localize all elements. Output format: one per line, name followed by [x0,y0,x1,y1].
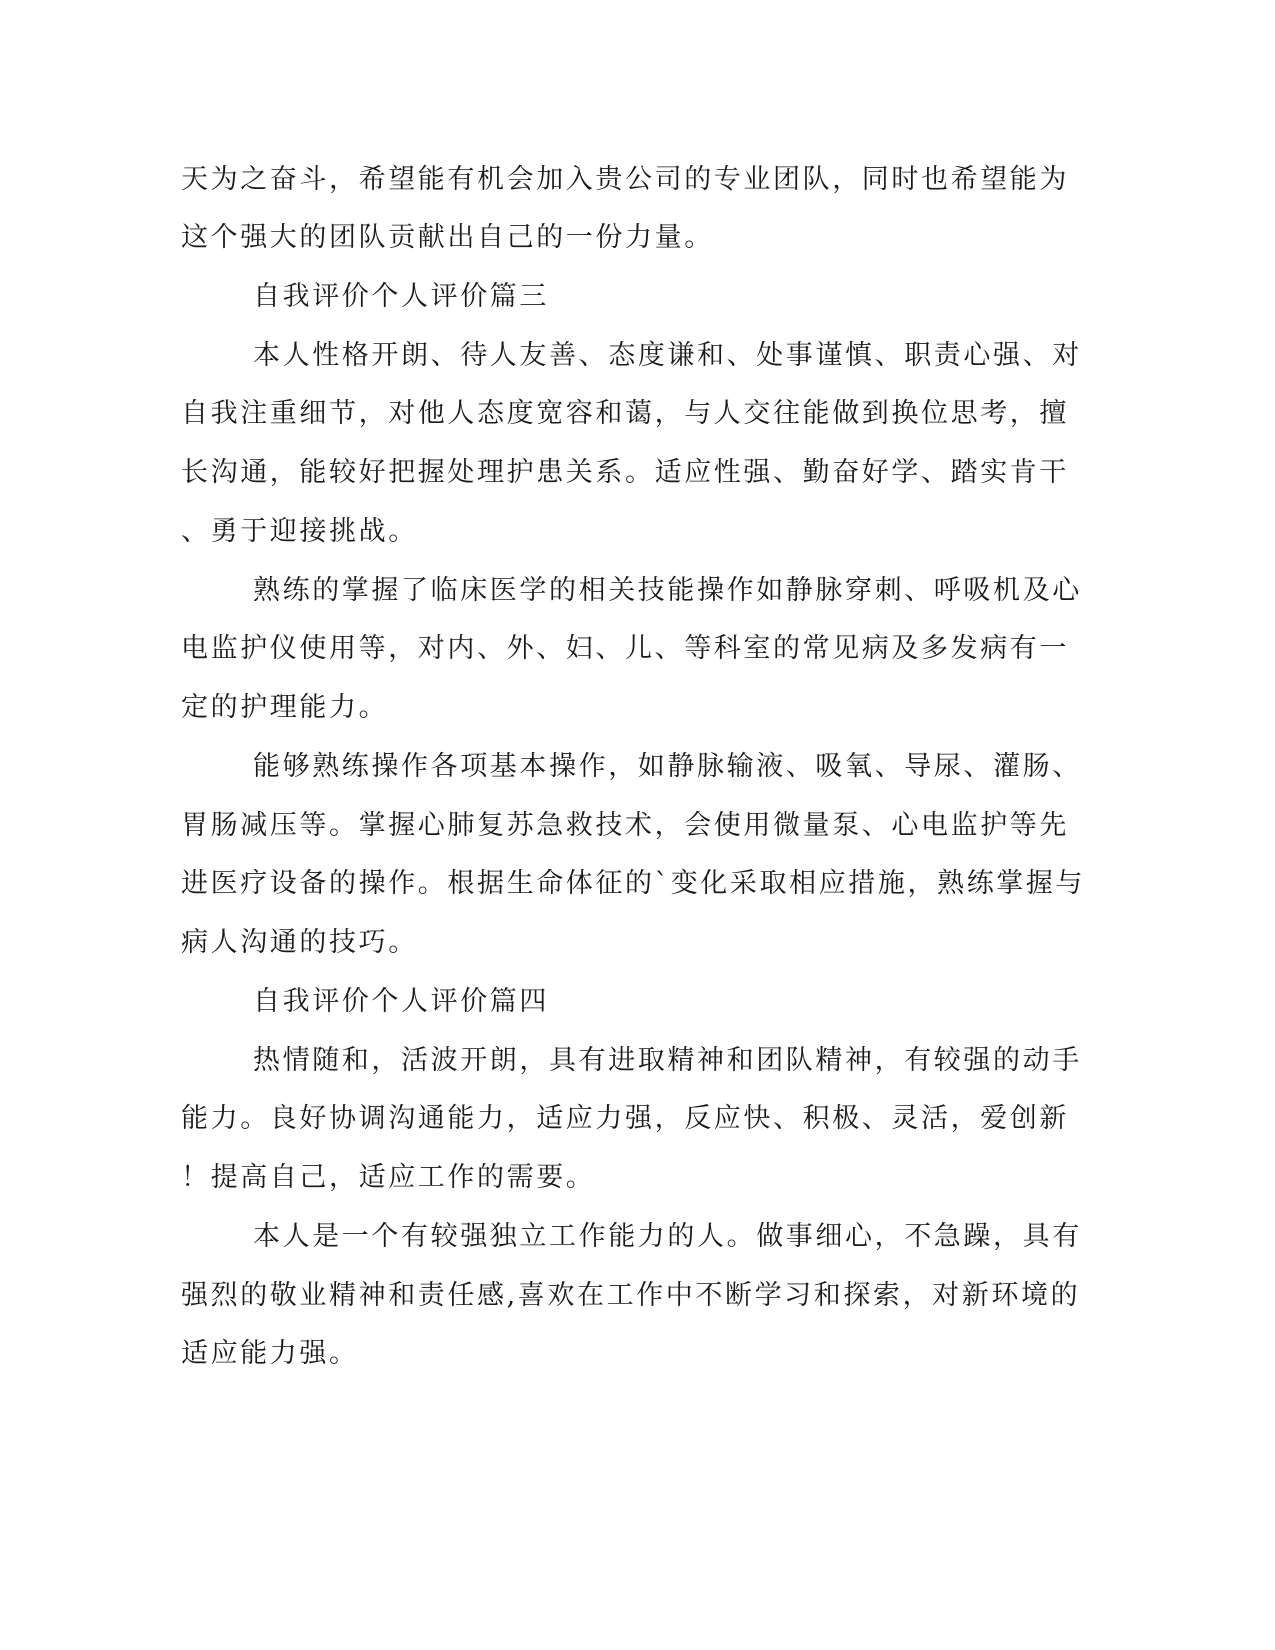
body-line: 自我注重细节，对他人态度宽容和蔼，与人交往能做到换位思考，擅 [181,398,1069,429]
body-line: 天为之奋斗，希望能有机会加入贵公司的专业团队，同时也希望能为 [181,164,1069,195]
body-line: 强烈的敬业精神和责任感,喜欢在工作中不断学习和探索，对新环境的 [181,1280,1081,1311]
body-line: 、勇于迎接挑战。 [181,516,418,547]
paragraph-first-line: 热情随和，活波开朗，具有进取精神和团队精神，有较强的动手 [253,1045,1082,1076]
paragraph-first-line: 本人性格开朗、待人友善、态度谦和、处事谨慎、职责心强、对 [253,340,1082,371]
paragraph-first-line: 熟练的掌握了临床医学的相关技能操作如静脉穿刺、呼吸机及心 [253,575,1082,606]
body-line: 长沟通，能较好把握处理护患关系。适应性强、勤奋好学、踏实肯干 [181,457,1069,488]
body-line: 适应能力强。 [181,1338,359,1369]
body-line: 这个强大的团队贡献出自己的一份力量。 [181,222,714,253]
body-line: ！提高自己，适应工作的需要。 [181,1162,596,1193]
body-line: 能力。良好协调沟通能力，适应力强，反应快、积极、灵活，爱创新 [181,1103,1069,1134]
body-line: 进医疗设备的操作。根据生命体征的`变化采取相应措施，熟练掌握与 [181,868,1086,899]
section-heading: 自我评价个人评价篇三 [253,281,549,312]
paragraph-first-line: 本人是一个有较强独立工作能力的人。做事细心，不急躁，具有 [253,1221,1082,1252]
paragraph-first-line: 能够熟练操作各项基本操作，如静脉输液、吸氧、导尿、灌肠、 [253,751,1082,782]
body-line: 电监护仪使用等，对内、外、妇、儿、等科室的常见病及多发病有一 [181,633,1069,664]
body-line: 胃肠减压等。掌握心肺复苏急救技术，会使用微量泵、心电监护等先 [181,810,1069,841]
body-line: 定的护理能力。 [181,692,389,723]
section-heading: 自我评价个人评价篇四 [253,986,549,1017]
body-line: 病人沟通的技巧。 [181,927,418,958]
